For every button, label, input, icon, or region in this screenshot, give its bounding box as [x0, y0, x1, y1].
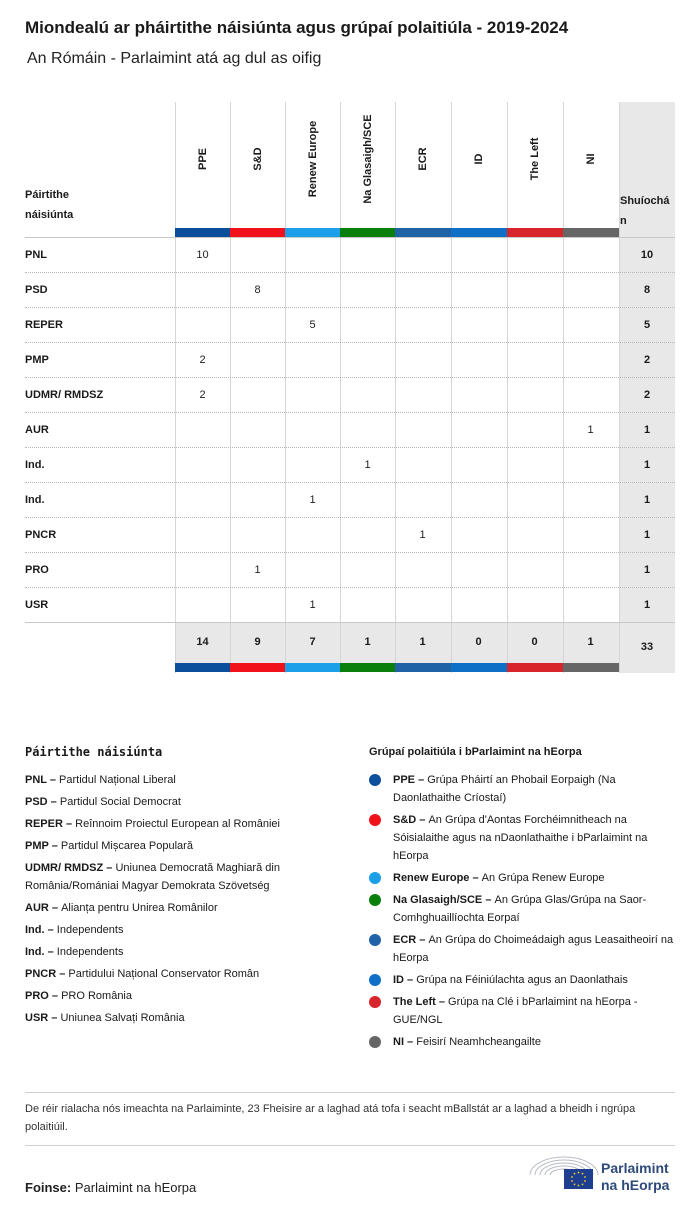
- group-color-bar: [230, 228, 286, 237]
- grand-total-value: 33: [640, 641, 654, 653]
- cell-value: 1: [254, 564, 261, 576]
- party-legend-abbr: USR: [25, 1012, 49, 1024]
- party-legend-name: Partidul Social Democrat: [59, 796, 181, 808]
- row-party-label: PMP: [25, 354, 49, 366]
- divider: [25, 1092, 675, 1093]
- row-divider: [25, 342, 675, 343]
- group-legend-abbr: The Left: [393, 996, 436, 1008]
- cell-value: 8: [254, 284, 261, 296]
- group-header: [340, 102, 395, 228]
- party-legend-name: Partidul Mișcarea Populară: [60, 840, 193, 852]
- chart-title: Miondealú ar pháirtithe náisiúnta agus grúpaí polaitiúla - 2019-2024: [25, 18, 569, 37]
- group-header: [395, 102, 450, 228]
- legend-separator: –: [48, 840, 61, 852]
- cell-value: 2: [199, 389, 206, 401]
- row-total-value: 1: [643, 599, 651, 611]
- group-color-bar: [395, 663, 451, 672]
- cell-value: 1: [587, 424, 594, 436]
- divider: [25, 1145, 675, 1146]
- group-color-bar: [395, 228, 451, 237]
- row-total-value: 10: [640, 249, 654, 261]
- group-color-dot: [369, 974, 381, 986]
- group-header-label: ECR: [416, 147, 429, 171]
- cell-value: 1: [364, 459, 371, 471]
- row-total-value: 1: [643, 564, 651, 576]
- row-party-label: Ind.: [25, 459, 45, 471]
- row-total-value: 1: [643, 494, 651, 506]
- legend-separator: –: [416, 814, 429, 826]
- cell-value: 10: [196, 249, 209, 261]
- party-legend-abbr: PMP: [25, 840, 49, 852]
- legend-separator: –: [44, 946, 57, 958]
- group-total-value: 1: [364, 636, 371, 648]
- party-legend-abbr: UDMR/ RMDSZ: [25, 862, 104, 874]
- group-legend-name: An Grúpa Glas/Grúpa na Saor-Comhghuaillíochta Eorpaí: [393, 894, 647, 924]
- seats-header: Shuíochán: [620, 195, 670, 227]
- legend-separator: –: [416, 934, 429, 946]
- source-text: Parlaimint na hEorpa: [74, 1180, 197, 1195]
- group-color-bar: [563, 663, 619, 672]
- group-color-dot: [369, 872, 381, 884]
- legend-separator: –: [48, 902, 62, 914]
- group-legend-abbr: Na Glasaigh/SCE: [393, 894, 483, 906]
- row-divider: [25, 552, 675, 553]
- party-legend-name: Partidul Național Liberal: [59, 774, 176, 786]
- legend-separator: –: [482, 894, 495, 906]
- party-legend-name: Alianța pentru Unirea Românilor: [61, 902, 218, 914]
- group-color-bar: [340, 663, 396, 672]
- party-legend-item: [25, 943, 345, 961]
- group-color-dot: [369, 894, 381, 906]
- group-total-value: 14: [196, 636, 209, 648]
- group-header-label: NI: [584, 153, 597, 165]
- group-legend-title: Grúpaí polaitiúla i bParlaimint na hEorpa: [369, 746, 582, 758]
- legend-separator: –: [469, 872, 482, 884]
- row-divider: [25, 517, 675, 518]
- group-header: [563, 102, 618, 228]
- row-party-label: AUR: [25, 424, 49, 436]
- group-total-value: 0: [531, 636, 538, 648]
- group-legend-name: Feisirí Neamhcheangailte: [416, 1036, 541, 1048]
- group-color-dot: [369, 996, 381, 1008]
- group-legend-item: [369, 811, 674, 865]
- row-total-value: 2: [643, 389, 651, 401]
- group-header-label: The Left: [528, 137, 541, 181]
- group-total-value: 1: [419, 636, 426, 648]
- legend-separator: –: [103, 862, 116, 874]
- party-legend-item: [25, 899, 345, 917]
- legend-separator: –: [404, 974, 417, 986]
- legend-separator: –: [48, 990, 62, 1002]
- party-legend-abbr: Ind.: [25, 946, 45, 958]
- cell-value: 1: [309, 599, 316, 611]
- row-divider: [25, 272, 675, 273]
- source-line: [25, 1180, 196, 1195]
- group-total-value: 1: [587, 636, 594, 648]
- legend-separator: –: [435, 996, 449, 1008]
- group-color-bar: [175, 228, 231, 237]
- group-legend-abbr: PPE: [393, 774, 416, 786]
- chart-subtitle: An Rómáin - Parlaimint atá ag dul as oifig: [27, 50, 322, 67]
- group-legend-abbr: Renew Europe: [393, 872, 470, 884]
- group-color-bar: [507, 663, 563, 672]
- group-legend-abbr: NI: [393, 1036, 404, 1048]
- legend-separator: –: [404, 1036, 417, 1048]
- row-party-label: PNL: [25, 249, 47, 261]
- group-legend-abbr: ID: [393, 974, 404, 986]
- party-legend-item: [25, 793, 345, 811]
- row-total-value: 1: [643, 459, 651, 471]
- party-legend-item: [25, 987, 345, 1005]
- group-legend-item: [369, 1033, 674, 1051]
- group-color-bar: [175, 663, 231, 672]
- row-party-label: UDMR/ RMDSZ: [25, 389, 104, 401]
- parties-header: Páirtithe náisiúnta: [25, 189, 74, 221]
- group-color-bar: [507, 228, 563, 237]
- row-party-label: PRO: [25, 564, 49, 576]
- cell-value: 2: [199, 354, 206, 366]
- group-legend-abbr: S&D: [393, 814, 417, 826]
- row-total-value: 1: [643, 424, 651, 436]
- legend-separator: –: [47, 796, 60, 808]
- group-legend-name: An Grúpa d'Aontas Forchéimnitheach na Sóisialaithe agus na nDaonlathaithe i bParlaimint na hEorpa: [393, 814, 648, 862]
- legend-separator: –: [44, 924, 57, 936]
- source-label: Foinse:: [25, 1180, 72, 1195]
- party-legend-name: Reînnoim Proiectul European al României: [75, 818, 280, 830]
- group-header-label: Na Glasaigh/SCE: [361, 114, 374, 204]
- row-party-label: Ind.: [25, 494, 45, 506]
- logo-wordmark: [601, 1160, 669, 1194]
- group-header-label: PPE: [196, 147, 209, 171]
- footnote: De réir rialacha nós imeachta na Parlaiminte, 23 Fheisire ar a laghad atá tofa i seacht mBallstát ar a laghad a bheidh i ngrúpa polaitiúil.: [25, 1103, 636, 1133]
- group-total-value: 0: [475, 636, 482, 648]
- party-legend-name: Uniunea Salvați România: [60, 1012, 185, 1024]
- party-legend-abbr: PSD: [25, 796, 48, 808]
- group-legend-item: [369, 931, 674, 967]
- cell-value: 5: [309, 319, 316, 331]
- group-header: [230, 102, 285, 228]
- group-header: [175, 102, 230, 228]
- group-header: [285, 102, 340, 228]
- party-legend-abbr: PNL: [25, 774, 47, 786]
- row-divider: [25, 447, 675, 448]
- group-legend-item: [369, 869, 674, 887]
- group-legend-name: An Grúpa do Choimeádaigh agus Leasaitheoirí na hEorpa: [393, 934, 674, 964]
- party-legend-abbr: PNCR: [25, 968, 57, 980]
- party-legend-name: Partidului Național Conservator Român: [68, 968, 260, 980]
- group-header-label: ID: [472, 153, 485, 165]
- legend-separator: –: [415, 774, 428, 786]
- group-total-value: 7: [309, 636, 316, 648]
- row-total-value: 1: [643, 529, 651, 541]
- group-color-bar: [285, 663, 341, 672]
- row-divider: [25, 587, 675, 588]
- body-end-rule: [25, 622, 675, 623]
- group-color-bar: [451, 228, 507, 237]
- group-legend-item: [369, 771, 674, 807]
- group-total-value: 9: [254, 636, 261, 648]
- party-legend-name: PRO România: [61, 990, 132, 1002]
- group-color-bar: [230, 663, 286, 672]
- cell-value: 1: [309, 494, 316, 506]
- group-legend-item: [369, 971, 674, 989]
- party-legend-item: [25, 771, 345, 789]
- party-legend-name: Independents: [56, 946, 124, 958]
- logo-line-1: Parlaimint: [601, 1160, 669, 1176]
- group-color-bar: [340, 228, 396, 237]
- party-legend-abbr: AUR: [25, 902, 49, 914]
- row-party-label: PSD: [25, 284, 48, 296]
- party-legend-title: Páirtithe náisiúnta: [25, 745, 163, 759]
- group-legend-name: Grúpa na Féiniúlachta agus an Daonlathais: [416, 974, 628, 986]
- group-header-label: Renew Europe: [306, 120, 319, 198]
- group-color-dot: [369, 814, 381, 826]
- party-legend-item: [25, 815, 345, 833]
- cell-value: 1: [419, 529, 426, 541]
- party-legend-name: Uniunea Democrată Maghiară din România/Romániai Magyar Demokrata Szövetség: [25, 862, 280, 892]
- group-color-dot: [369, 774, 381, 786]
- legend-separator: –: [48, 1012, 61, 1024]
- group-legend-item: [369, 891, 674, 927]
- legend-separator: –: [62, 818, 76, 830]
- row-divider: [25, 412, 675, 413]
- row-party-label: PNCR: [25, 529, 57, 541]
- group-header: [507, 102, 562, 228]
- row-divider: [25, 482, 675, 483]
- group-legend-name: An Grúpa Renew Europe: [481, 872, 605, 884]
- row-total-value: 5: [643, 319, 651, 331]
- group-header: [451, 102, 506, 228]
- group-legend-item: [369, 993, 674, 1029]
- group-color-bar: [285, 228, 341, 237]
- group-color-dot: [369, 934, 381, 946]
- group-legend-name: Grúpa Pháirtí an Phobail Eorpaigh (Na Daonlathaithe Críostaí): [393, 774, 616, 804]
- logo-line-2: na hEorpa: [601, 1177, 670, 1193]
- group-legend-abbr: ECR: [393, 934, 417, 946]
- row-total-value: 2: [643, 354, 651, 366]
- party-legend-abbr: Ind.: [25, 924, 45, 936]
- legend-separator: –: [56, 968, 69, 980]
- party-legend-name: Independents: [56, 924, 124, 936]
- party-legend-item: [25, 921, 345, 939]
- party-legend-abbr: PRO: [25, 990, 49, 1002]
- party-legend-item: [25, 965, 345, 983]
- row-divider: [25, 377, 675, 378]
- group-color-bar: [563, 228, 619, 237]
- party-legend-item: [25, 837, 345, 855]
- legend-separator: –: [46, 774, 60, 786]
- party-legend-item: [25, 1009, 345, 1027]
- party-legend-item: [25, 859, 345, 895]
- row-total-value: 8: [643, 284, 651, 296]
- group-color-dot: [369, 1036, 381, 1048]
- group-legend-name: Grúpa na Clé i bParlaimint na hEorpa - GUE/NGL: [393, 996, 638, 1026]
- header-rule: [25, 237, 675, 238]
- party-legend-abbr: REPER: [25, 818, 63, 830]
- group-color-bar: [451, 663, 507, 672]
- row-party-label: REPER: [25, 319, 63, 331]
- row-divider: [25, 307, 675, 308]
- row-party-label: USR: [25, 599, 49, 611]
- group-header-label: S&D: [251, 147, 264, 171]
